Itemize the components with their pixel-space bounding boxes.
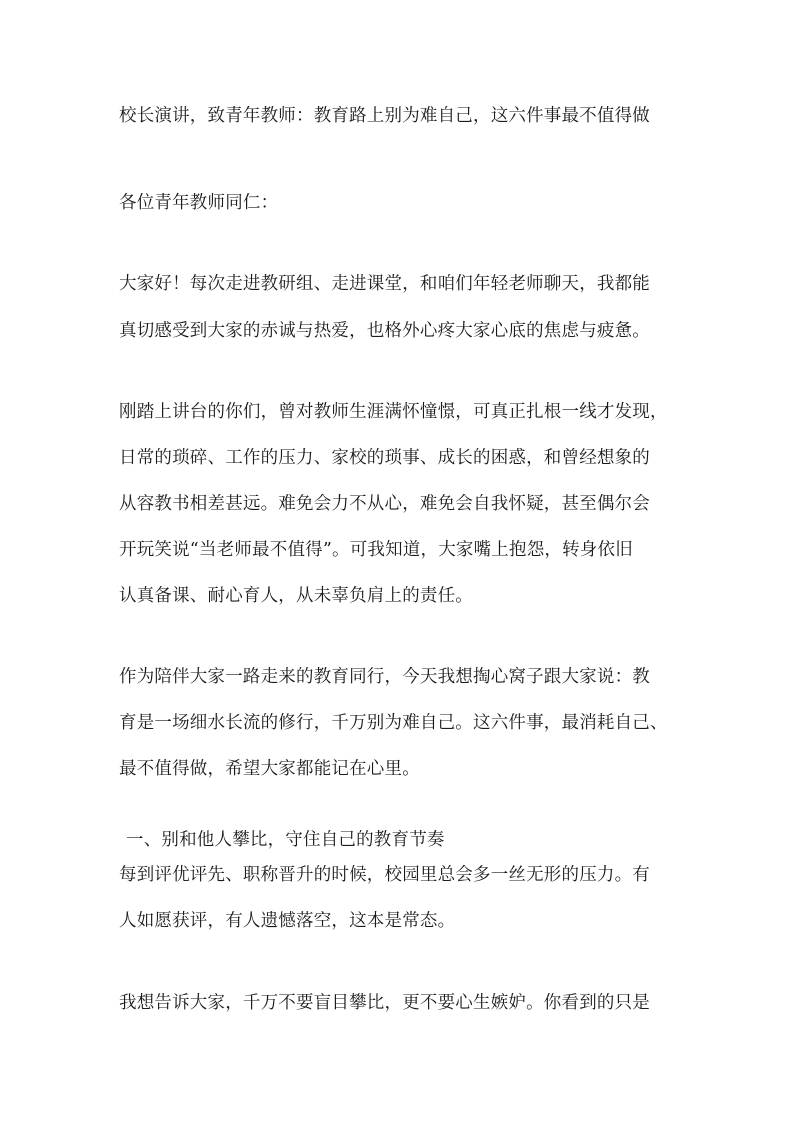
paragraph-line: 刚踏上讲台的你们，曾对教师生涯满怀憧憬，可真正扎根一线才发现， [119,402,668,422]
paragraph-line: 人如愿获评，有人遗憾落空，这本是常态。 [119,911,456,931]
document-title: 校长演讲，致青年教师：教育路上别为难自己，这六件事最不值得做 [119,106,650,126]
paragraph-line: 育是一场细水长流的修行，千万别为难自己。这六件事，最消耗自己、 [119,713,668,733]
paragraph-line: 真切感受到大家的赤诚与热爱，也格外心疼大家心底的焦虑与疲惫。 [119,321,650,341]
paragraph-line: 大家好！每次走进教研组、走进课堂，和咱们年轻老师聊天，我都能 [119,274,650,294]
paragraph-line: 日常的琐碎、工作的压力、家校的琐事、成长的困惑，和曾经想象的 [119,448,650,468]
paragraph-line: 从容教书相差甚远。难免会力不从心，难免会自我怀疑，甚至偶尔会 [119,494,650,514]
paragraph-line: 开玩笑说“当老师最不值得”。可我知道，大家嘴上抱怨，转身依旧 [119,540,633,560]
paragraph-line: 作为陪伴大家一路走来的教育同行，今天我想掏心窝子跟大家说：教 [119,667,650,687]
salutation: 各位青年教师同仁： [119,193,279,213]
paragraph-line: 认真备课、耐心育人，从未辜负肩上的责任。 [119,586,473,606]
paragraph-line: 我想告诉大家，千万不要盲目攀比，更不要心生嫉妒。你看到的只是 [119,993,650,1013]
section-heading: 一、别和他人攀比，守住自己的教育节奏 [126,830,445,850]
paragraph-line: 最不值得做，希望大家都能记在心里。 [119,759,420,779]
paragraph-line: 每到评优评先、职称晋升的时候，校园里总会多一丝无形的压力。有 [119,865,650,885]
